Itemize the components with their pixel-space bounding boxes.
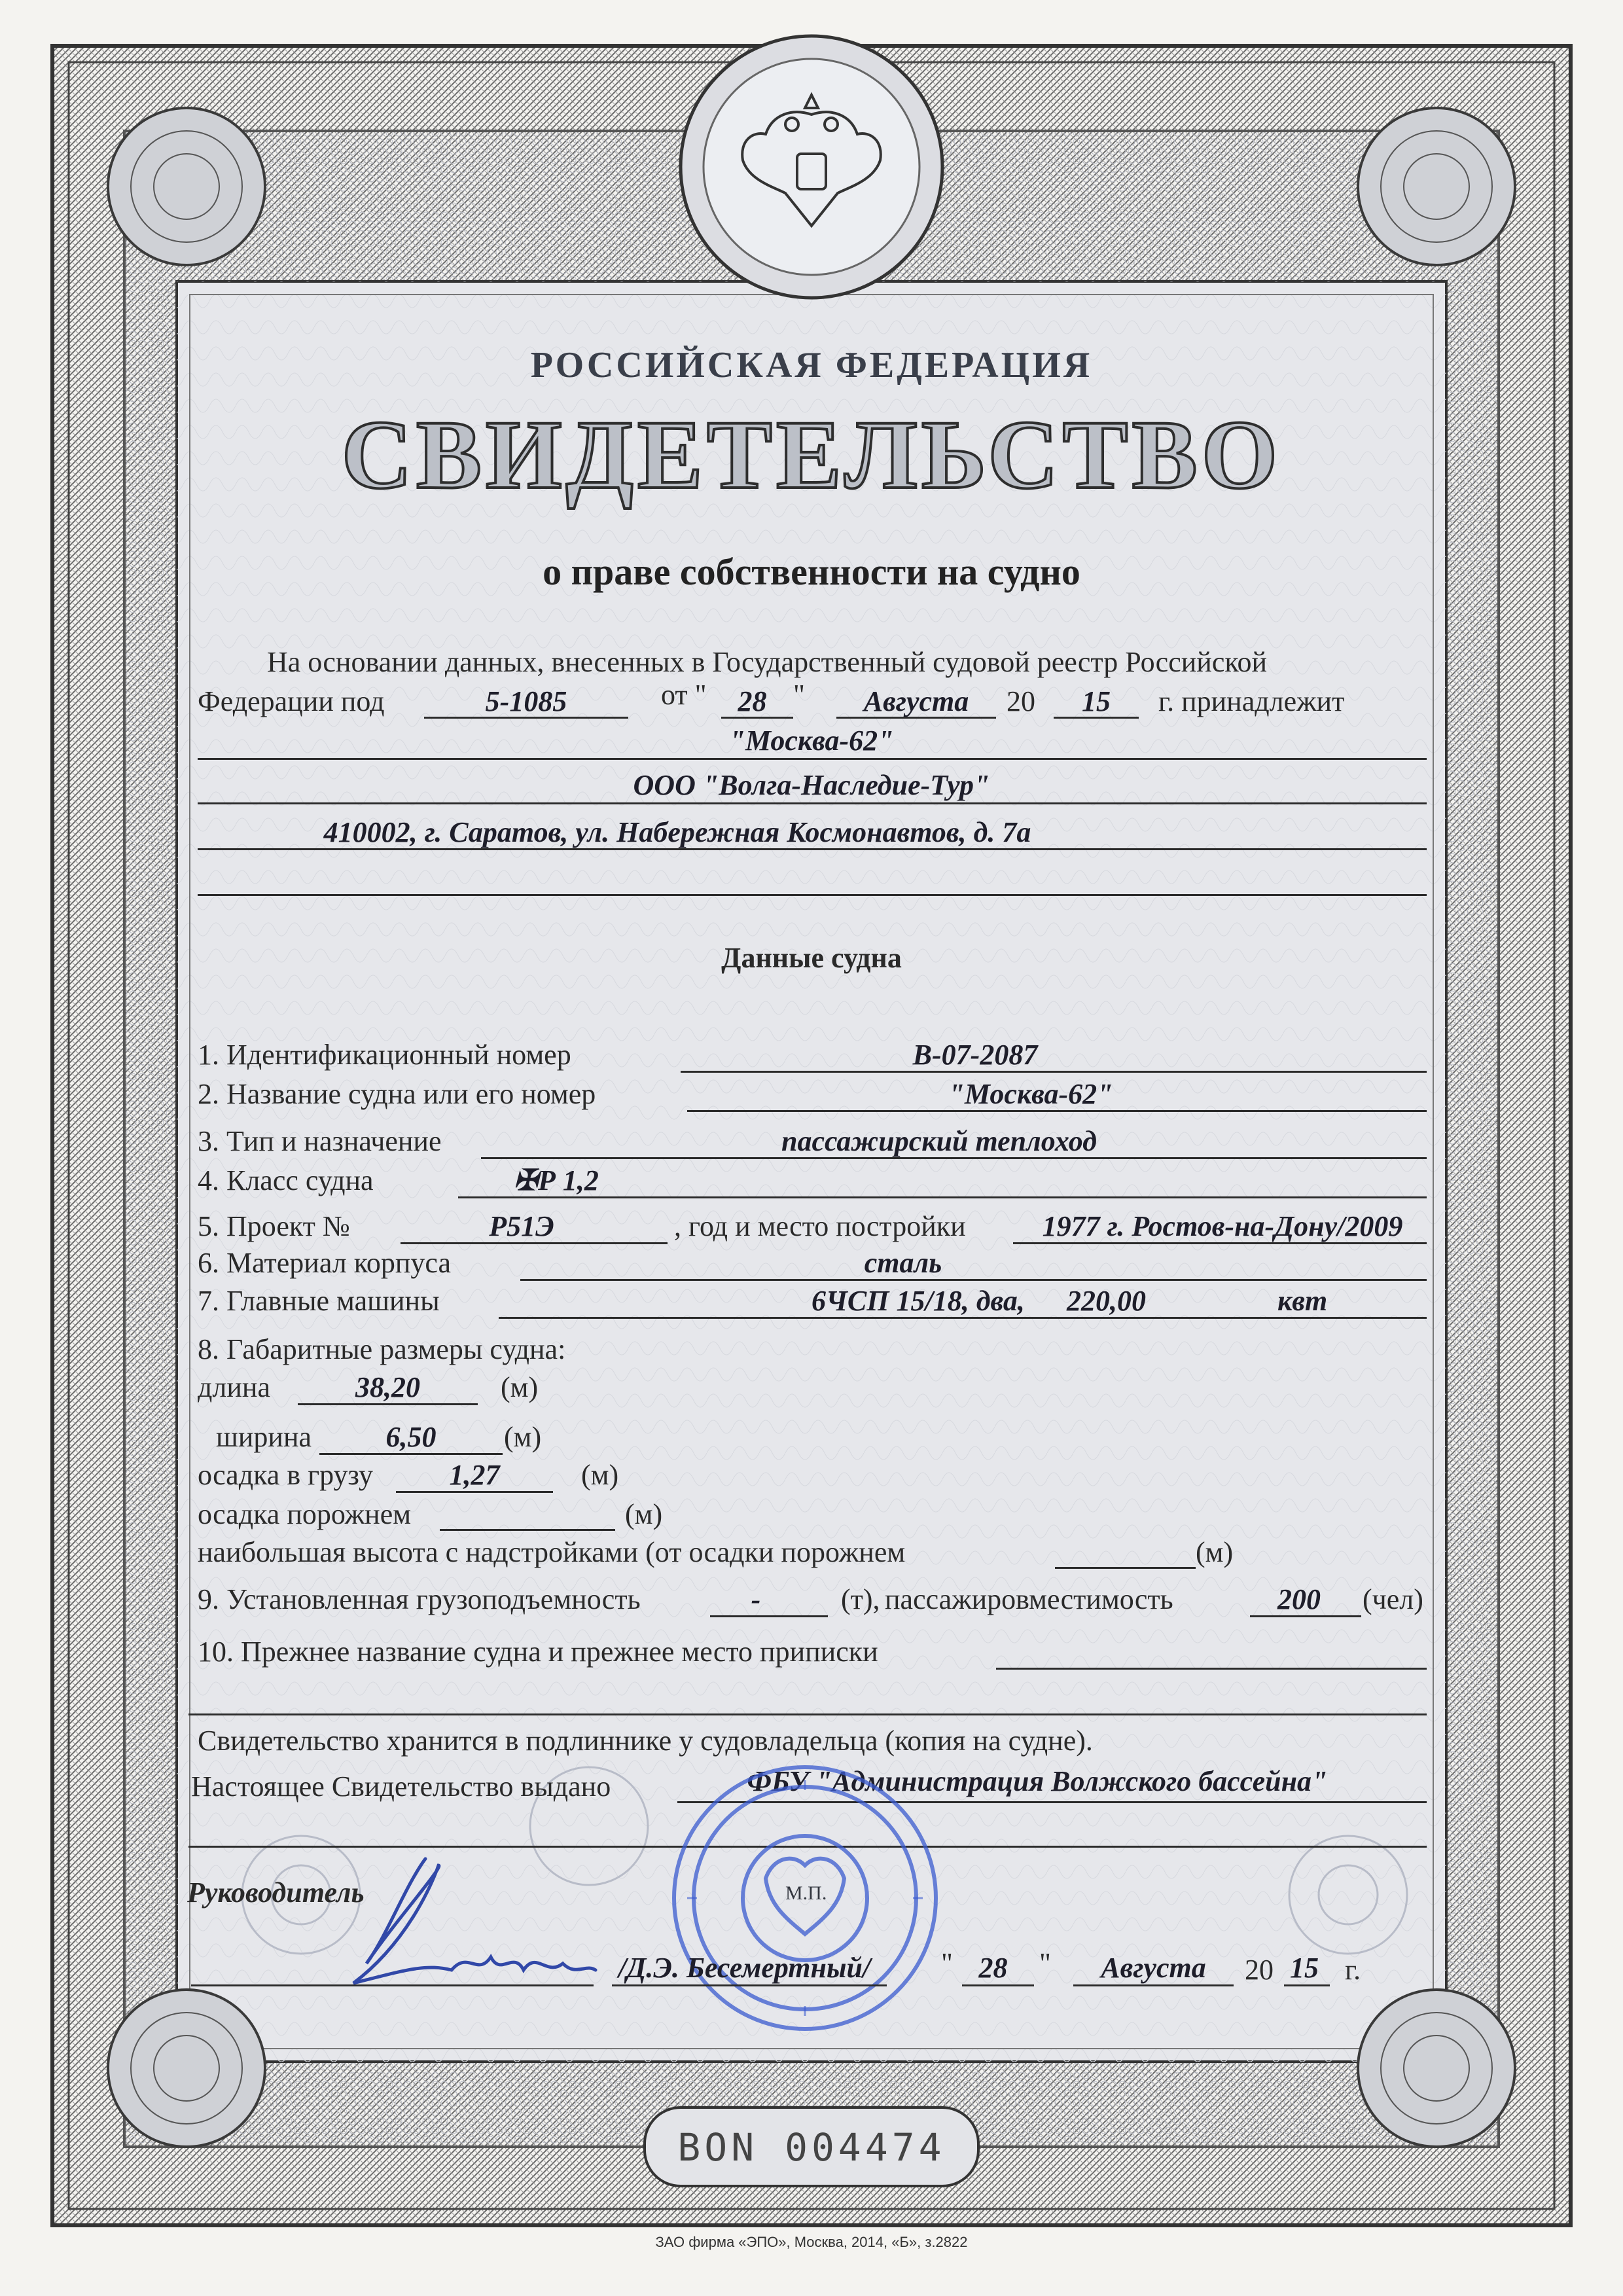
type-line: [481, 1157, 1427, 1159]
material-label: 6. Материал корпуса: [198, 1247, 451, 1279]
sign-year-prefix: 20: [1245, 1954, 1274, 1986]
sign-month-line: [1073, 1984, 1234, 1986]
draft-load-label: осадка в грузу: [198, 1459, 374, 1491]
class-line: [458, 1196, 1427, 1198]
ship-name-value: "Москва-62": [729, 725, 894, 757]
project-line: [401, 1242, 668, 1244]
printer-info: ЗАО фирма «ЭПО», Москва, 2014, «Б», з.2822: [655, 2234, 968, 2250]
sign-close-quote: ": [1039, 1947, 1051, 1979]
passengers-unit: (чел): [1363, 1583, 1423, 1615]
owner-value: ООО "Волга-Наследие-Тур": [633, 769, 990, 801]
draft-empty-line: [440, 1529, 615, 1531]
capacity-line: [710, 1615, 828, 1617]
document-title: СВИДЕТЕЛЬСТВО: [341, 401, 1282, 509]
class-label: 4. Класс судна: [198, 1164, 374, 1196]
length-unit: (м): [501, 1371, 539, 1403]
id-label: 1. Идентификационный номер: [198, 1039, 571, 1071]
width-line: [319, 1453, 503, 1455]
built-label: , год и место постройки: [674, 1210, 966, 1242]
sign-year: 15: [1290, 1952, 1319, 1984]
reg-day-close-quote: ": [793, 679, 805, 711]
project-label: 5. Проект №: [198, 1210, 350, 1242]
reg-year-value: 15: [1082, 685, 1111, 717]
class-value: ✠Р 1,2: [514, 1164, 599, 1196]
built-value: 1977 г. Ростов-на-Дону/2009: [1042, 1210, 1403, 1242]
former-label: 10. Прежнее название судна и прежнее место приписки: [198, 1636, 878, 1668]
width-unit: (м): [504, 1421, 542, 1453]
name-value: "Москва-62": [948, 1078, 1113, 1110]
former-line-2: [188, 1713, 1427, 1715]
issued-label: Настоящее Свидетельство выдано: [191, 1770, 611, 1803]
from-label: от ": [661, 679, 707, 711]
blank-line: [198, 894, 1427, 896]
dims-label: 8. Габаритные размеры судна:: [198, 1333, 566, 1365]
issued-value: ФБУ "Администрация Волжского бассейна": [747, 1765, 1328, 1797]
type-value: пассажирский теплоход: [781, 1125, 1097, 1157]
draft-load-value: 1,27: [449, 1459, 500, 1491]
passengers-label: пассажировместимость: [885, 1583, 1173, 1615]
built-line: [1013, 1242, 1427, 1244]
sign-year-suffix: г.: [1345, 1954, 1361, 1986]
ship-data-heading: Данные судна: [721, 942, 902, 974]
document-subtitle: о праве собственности на судно: [543, 550, 1080, 593]
engines-line: [499, 1317, 1427, 1319]
engines-power: 220,00: [1067, 1285, 1146, 1317]
kept-text: Свидетельство хранится в подлиннике у судовладельца (копия на судне).: [198, 1725, 1093, 1757]
reg-day-value: 28: [738, 685, 767, 717]
serial-number: BON 004474: [677, 2125, 946, 2170]
capacity-value: -: [751, 1583, 761, 1615]
sign-year-line: [1284, 1984, 1330, 1986]
draft-empty-label: осадка порожнем: [198, 1498, 412, 1530]
former-line: [996, 1668, 1427, 1670]
passengers-value: 200: [1277, 1583, 1321, 1615]
id-line: [681, 1071, 1427, 1073]
width-label: ширина: [216, 1421, 312, 1453]
sign-month: Августа: [1101, 1952, 1206, 1984]
head-name: /Д.Э. Бесемертный/: [618, 1952, 871, 1984]
draft-load-unit: (м): [581, 1459, 619, 1491]
name-label: 2. Название судна или его номер: [198, 1078, 596, 1110]
address-line: [198, 848, 1427, 850]
length-value: 38,20: [355, 1371, 420, 1403]
engines-value: 6ЧСП 15/18, два,: [812, 1285, 1025, 1317]
id-value: В-07-2087: [912, 1039, 1038, 1071]
max-height-unit: (м): [1196, 1536, 1234, 1568]
max-height-line: [1055, 1567, 1196, 1569]
ship-name-line: [198, 758, 1427, 760]
sign-day-line: [962, 1984, 1034, 1986]
coat-of-arms-icon: [713, 69, 910, 265]
signature-icon: [327, 1846, 602, 2003]
head-name-line: [612, 1984, 887, 1986]
draft-load-line: [396, 1491, 553, 1493]
owner-line: [198, 802, 1427, 804]
intro-line: На основании данных, внесенных в Государственный судовой реестр Российской: [267, 646, 1268, 678]
head-label: Руководитель: [187, 1876, 365, 1909]
capacity-label: 9. Установленная грузоподъемность: [198, 1583, 641, 1615]
year-prefix: 20: [1007, 685, 1035, 717]
engines-unit: квт: [1277, 1285, 1328, 1317]
width-value: 6,50: [385, 1421, 437, 1453]
draft-empty-unit: (м): [625, 1498, 663, 1530]
sign-day: 28: [978, 1952, 1008, 1984]
length-label: длина: [198, 1371, 270, 1403]
address-value: 410002, г. Саратов, ул. Набережная Космонавтов, д. 7а: [323, 816, 1031, 848]
reg-month-value: Августа: [863, 685, 969, 717]
federation-under-label: Федерации под: [198, 685, 385, 717]
country-heading: РОССИЙСКАЯ ФЕДЕРАЦИЯ: [530, 345, 1093, 386]
stamp-mp: М.П.: [785, 1882, 827, 1904]
sign-open-quote: ": [941, 1947, 953, 1979]
material-line: [520, 1279, 1427, 1281]
engines-label: 7. Главные машины: [198, 1285, 440, 1317]
reg-number-value: 5-1085: [485, 685, 567, 717]
name-line: [687, 1110, 1427, 1112]
material-value: сталь: [864, 1247, 942, 1279]
capacity-unit: (т),: [841, 1583, 880, 1615]
belongs-label: г. принадлежит: [1158, 685, 1345, 717]
length-line: [298, 1403, 478, 1405]
passengers-line: [1250, 1615, 1361, 1617]
project-value: Р51Э: [489, 1210, 554, 1242]
type-label: 3. Тип и назначение: [198, 1125, 442, 1157]
max-height-label: наибольшая высота с надстройками (от осадки порожнем: [198, 1536, 906, 1568]
